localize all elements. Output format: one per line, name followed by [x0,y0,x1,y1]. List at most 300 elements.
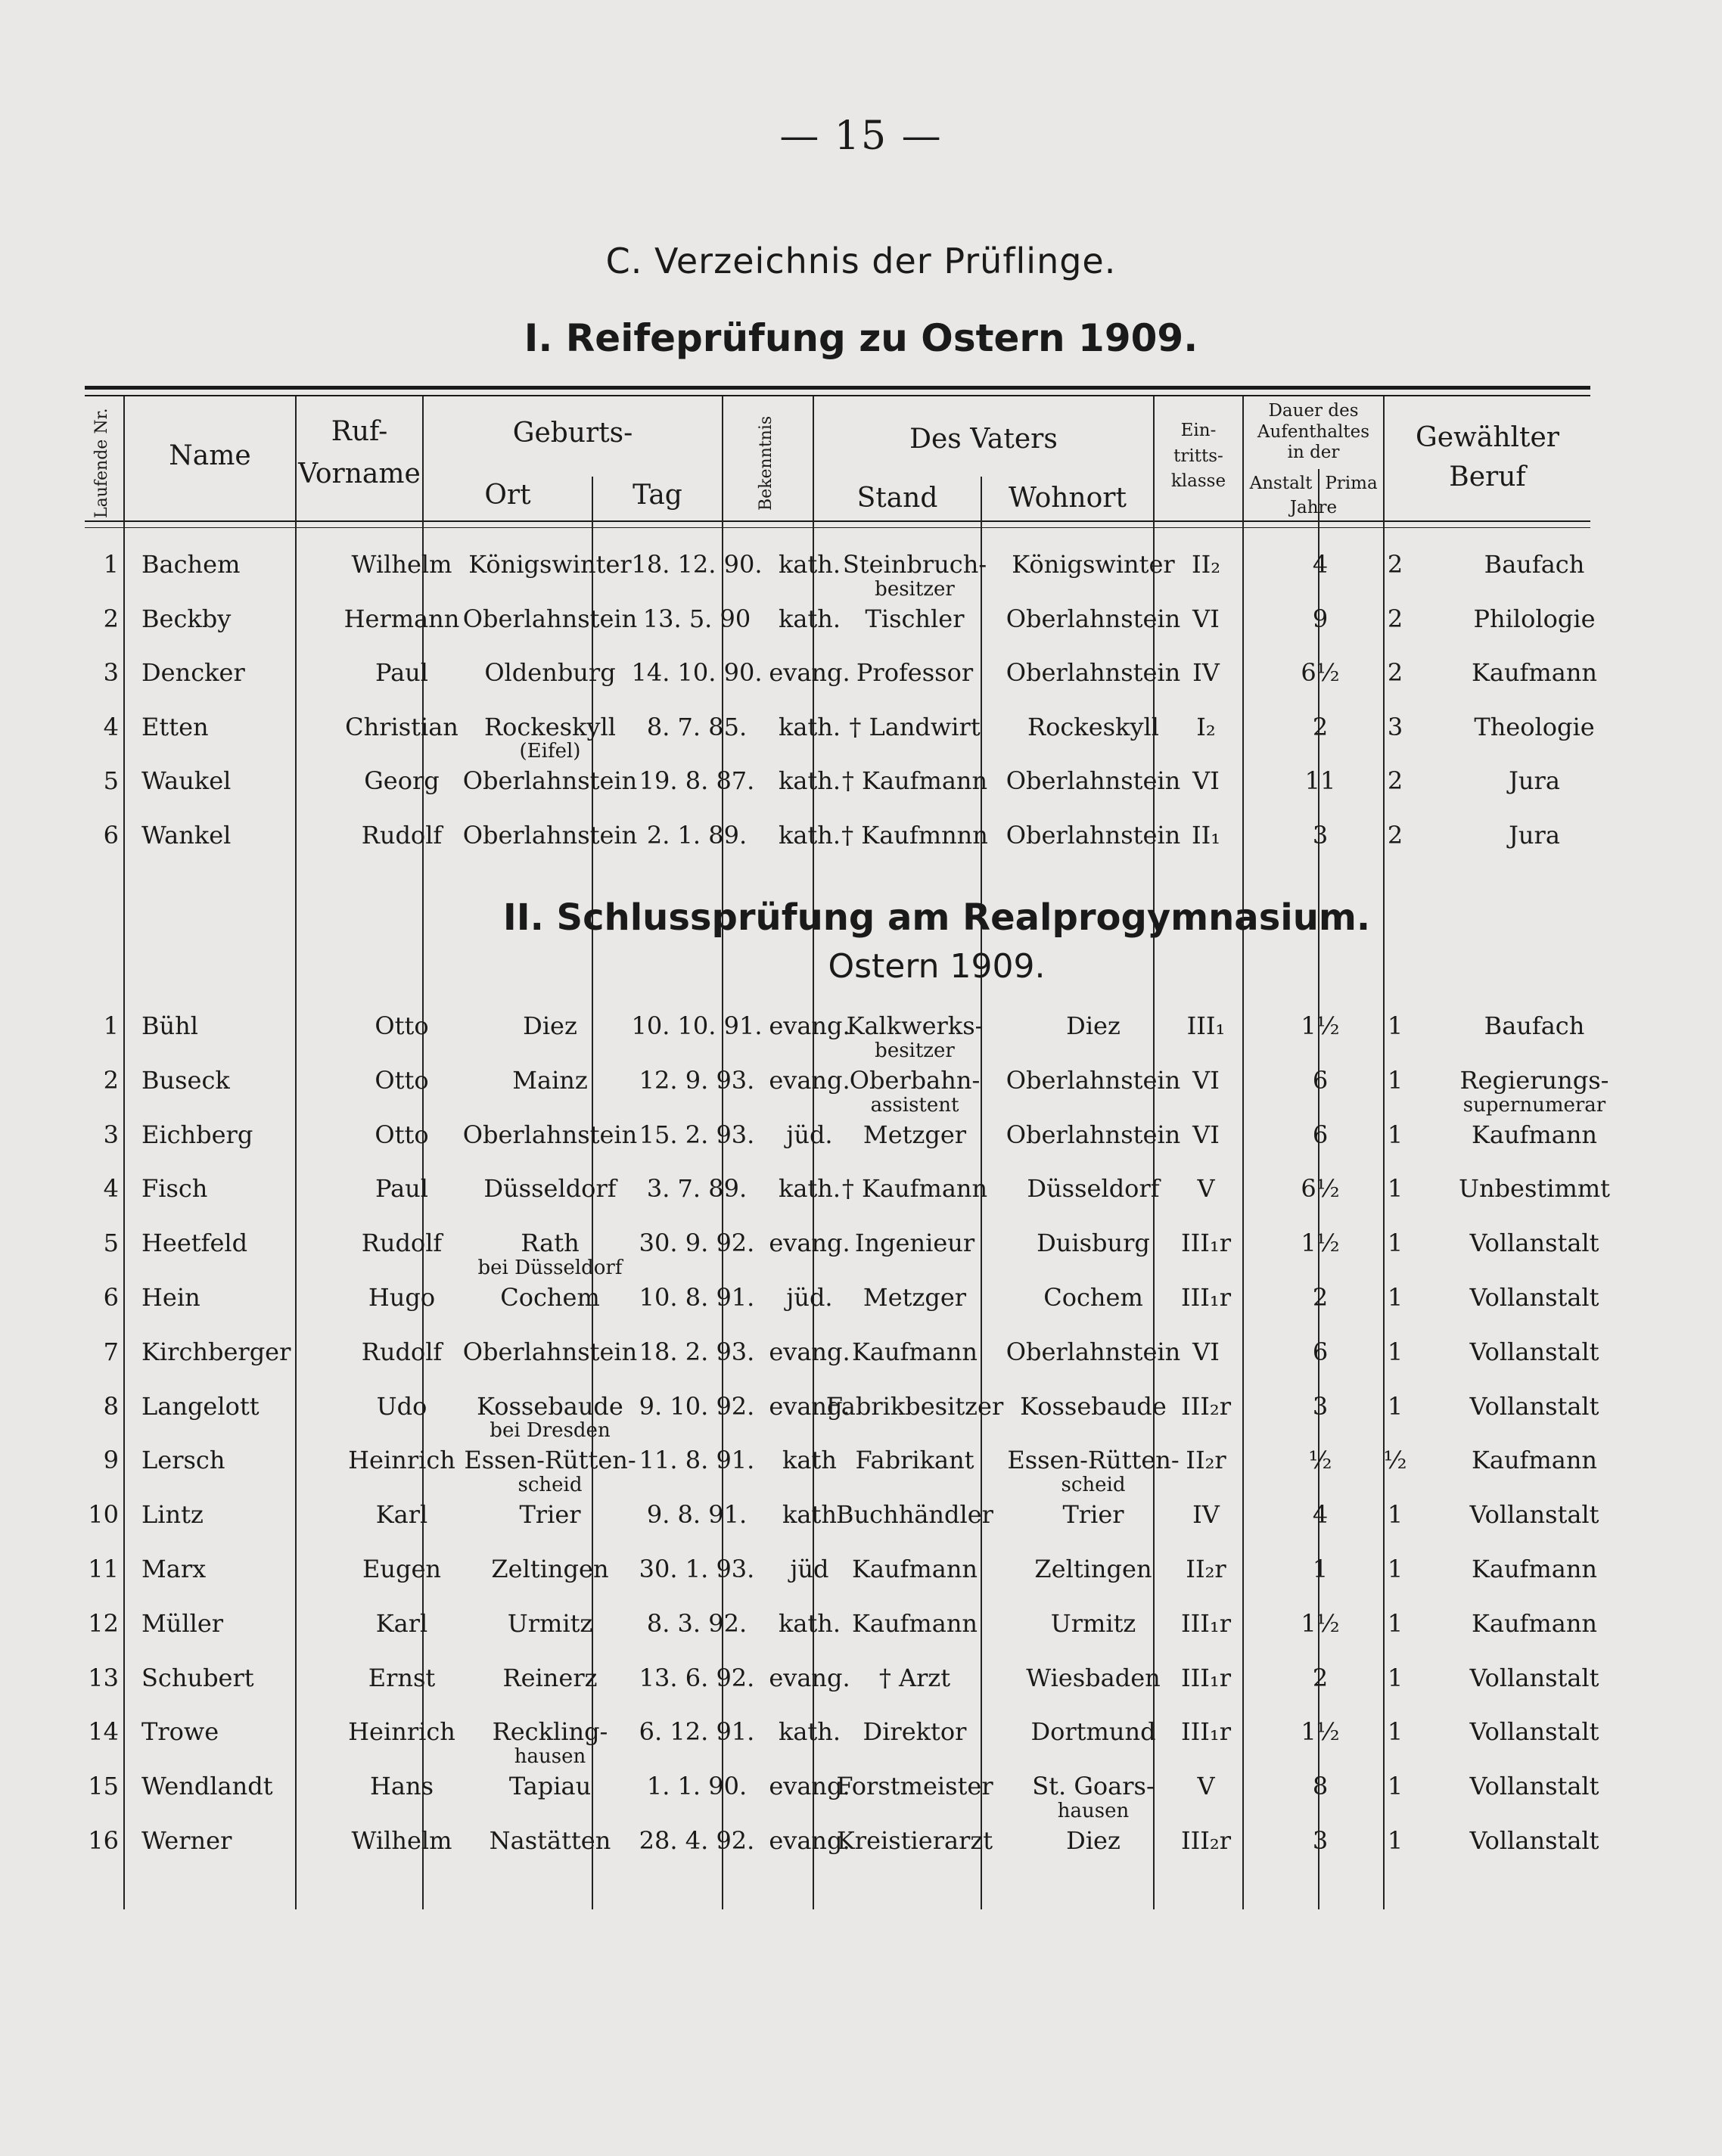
cell-name [141,551,293,579]
cell-name-text: Schubert [141,1663,254,1692]
cell-anst [1284,1446,1357,1474]
cell-ruf-text: Rudolf [361,820,443,850]
cell-stand-text: Ingenieur [854,1229,975,1258]
cell-anst-text: 6 [1312,1065,1329,1095]
cell-beruf-text: Kaufmann [1471,1120,1598,1149]
cell-ruf-text: Otto [375,1011,429,1040]
cell-nr-text: 16 [88,1826,119,1855]
cell-stand [816,1664,1014,1692]
cell-wohn-text: Oberlahnstein [1006,766,1181,795]
cell-anst-text: 2 [1312,1283,1329,1312]
cell-beruf-line2: supernumerar [1462,1093,1606,1117]
cell-name-text: Werner [141,1826,232,1855]
cell-beruf [1371,822,1698,850]
cell-prima-text: 1 [1387,1826,1403,1855]
header-eint-3: klasse [1170,471,1226,492]
cell-prima-text: 1 [1387,1772,1403,1801]
cell-nr [85,1067,119,1095]
cell-anst [1284,1718,1357,1746]
cell-eint-text: VI [1192,604,1220,633]
cell-stand-line2: assistent [870,1093,959,1117]
cell-bek-text: kath. [778,1608,841,1638]
cell-name [141,1175,293,1203]
header-rule-thin [85,527,1590,528]
table2-subheading: Ostern 1909. [828,947,1046,986]
cell-eint [1161,767,1251,795]
cell-prima-text: 2 [1387,658,1403,687]
cell-name [141,713,293,741]
cell-ruf-text: Otto [375,1120,429,1149]
cell-bek-text: evang. [769,1229,850,1258]
cell-stand [816,1772,1014,1800]
cell-beruf-text: Kaufmann [1471,1446,1598,1475]
cell-name-text: Fisch [141,1174,208,1204]
cell-bek-text: kath. [778,1174,841,1204]
cell-name [141,1067,293,1095]
cell-ort-text: Reckling- [492,1717,608,1747]
cell-wohn-text: Cochem [1043,1283,1143,1312]
cell-wohn-text: Trier [1062,1500,1124,1530]
cell-stand-text: † Kaufmnnn [841,820,988,850]
cell-eint-text: III₁r [1180,1283,1232,1312]
cell-ort-line2: bei Dresden [490,1419,611,1443]
cell-anst-text: 2 [1312,712,1329,741]
cell-stand-text: Forstmeister [836,1772,993,1801]
section-heading: C. Verzeichnis der Prüflinge. [605,241,1117,281]
cell-anst-text: 1½ [1301,1229,1340,1258]
cell-nr [85,605,119,633]
cell-wohn-line2: scheid [1061,1474,1126,1497]
cell-name-text: Bachem [141,550,241,579]
cell-stand [816,659,1014,687]
cell-ruf-text: Udo [376,1391,427,1421]
cell-beruf [1371,1338,1698,1366]
cell-name-text: Beckby [141,604,232,633]
cell-anst [1284,822,1357,850]
cell-eint [1161,1067,1251,1095]
cell-anst [1284,1338,1357,1366]
cell-anst-text: 1 [1312,1555,1329,1583]
header-dauer [1244,401,1383,464]
cell-name-text: Etten [141,712,209,741]
cell-nr-text: 4 [103,1174,119,1204]
cell-bek-text: jüd [790,1555,829,1583]
cell-nr-text: 5 [103,766,119,795]
cell-anst [1284,1555,1357,1583]
cell-prima-text: 2 [1387,820,1403,850]
cell-anst-text: 9 [1312,604,1329,633]
cell-eint-text: II₂r [1186,1446,1226,1475]
cell-eint-text: III₁ [1186,1011,1226,1040]
cell-beruf-text: Theologie [1474,712,1595,741]
cell-beruf [1371,1610,1698,1638]
cell-ort-line2: hausen [514,1745,586,1769]
cell-anst-text: 6 [1312,1120,1329,1149]
table2-heading: II. Schlussprüfung am Realprogymnasium. [502,896,1371,939]
cell-name-text: Kirchberger [141,1337,291,1366]
cell-tag-text: 9. 10. 92. [639,1391,755,1421]
cell-anst [1284,1827,1357,1855]
cell-nr-text: 1 [103,550,119,579]
cell-eint [1161,1664,1251,1692]
cell-anst [1284,713,1357,741]
cell-tag-text: 14. 10. 90. [631,658,763,687]
cell-name [141,1121,293,1149]
cell-stand [816,1012,1014,1063]
cell-bek-text: evang. [769,1826,850,1855]
cell-beruf [1371,605,1698,633]
cell-name [141,659,293,687]
cell-beruf [1371,1229,1698,1257]
cell-stand-text: Buchhändler [836,1500,993,1530]
cell-bek-text: jüd. [786,1283,833,1312]
cell-ruf-text: Paul [375,658,428,687]
top-rule [85,386,1590,390]
cell-stand [816,1501,1014,1529]
cell-name [141,1610,293,1638]
cell-eint [1161,551,1251,579]
header-laufende-nr: Laufende Nr. [92,408,111,518]
cell-stand-text: Tischler [865,604,965,633]
cell-nr [85,1338,119,1366]
cell-bek-text: kath. [778,604,841,633]
cell-stand [816,767,1014,795]
top-rule-thin [85,395,1590,396]
cell-beruf-text: Baufach [1484,550,1585,579]
cell-anst-text: 1½ [1301,1608,1340,1638]
cell-name-text: Bühl [141,1011,198,1040]
cell-anst [1284,1229,1357,1257]
cell-anst [1284,1501,1357,1529]
cell-wohn-text: Oberlahnstein [1006,820,1181,850]
cell-eint [1161,1718,1251,1746]
cell-name [141,1772,293,1800]
cell-prima-text: 1 [1387,1555,1403,1583]
cell-wohn-text: Oberlahnstein [1006,1120,1181,1149]
header-rule [85,520,1590,522]
cell-stand [816,1827,1014,1855]
cell-name [141,1827,293,1855]
cell-eint [1161,1555,1251,1583]
cell-ort-text: Reinerz [502,1663,598,1692]
cell-stand-text: Metzger [863,1120,967,1149]
cell-beruf [1371,1284,1698,1312]
cell-ort-line2: (Eifel) [519,740,581,763]
cell-anst-text: 2 [1312,1663,1329,1692]
cell-stand-text: Steinbruch- [842,550,987,579]
cell-bek-text: evang. [769,1065,850,1095]
header-beruf: Beruf [1449,461,1526,492]
cell-prima-text: 1 [1387,1663,1403,1692]
cell-name [141,1664,293,1692]
cell-nr [85,1284,119,1312]
cell-tag-text: 15. 2. 93. [639,1120,755,1149]
cell-wohn-line2: hausen [1057,1799,1130,1822]
cell-tag-text: 30. 1. 93. [639,1555,755,1583]
cell-ort-text: Kossebaude [477,1391,623,1421]
cell-stand-text: Fabrikant [855,1446,974,1475]
cell-stand-text: Fabrikbesitzer [825,1391,1004,1421]
cell-beruf-text: Vollanstalt [1469,1337,1599,1366]
cell-beruf [1371,1446,1698,1474]
cell-prima-text: 1 [1387,1120,1403,1149]
cell-anst-text: 1½ [1301,1011,1340,1040]
cell-beruf-text: Kaufmann [1471,658,1598,687]
cell-prima-text: 1 [1387,1174,1403,1204]
page-number: — 15 — [779,113,943,159]
cell-tag-text: 8. 7. 85. [646,712,748,741]
cell-ort-text: Cochem [500,1283,600,1312]
cell-ruf-text: Hermann [343,604,460,633]
cell-name-text: Heetfeld [141,1229,248,1258]
header-dauer-2: Aufenthaltes [1257,421,1370,442]
cell-name-text: Trowe [141,1717,219,1747]
cell-stand [816,1610,1014,1638]
cell-beruf-text: Vollanstalt [1469,1391,1599,1421]
cell-nr [85,1827,119,1855]
header-wohnort: Wohnort [1009,483,1127,514]
cell-eint-text: IV [1192,658,1220,687]
cell-prima-text: 1 [1387,1337,1403,1366]
cell-eint-text: III₂r [1180,1826,1232,1855]
cell-beruf-text: Unbestimmt [1458,1174,1611,1204]
cell-ort-text: Oberlahnstein [462,1120,638,1149]
cell-nr [85,1501,119,1529]
header-eint-1: Ein- [1180,421,1217,440]
cell-bek-text: kath. [778,820,841,850]
cell-bek-text: evang. [769,1663,850,1692]
cell-stand-text: † Landwirt [849,712,981,741]
cell-eint [1161,1610,1251,1638]
cell-eint-text: III₂r [1180,1391,1232,1421]
cell-ort-text: Mainz [512,1065,588,1095]
cell-beruf [1371,1121,1698,1149]
cell-anst [1284,1772,1357,1800]
cell-ruf-text: Paul [375,1174,428,1204]
cell-stand [816,605,1014,633]
cell-beruf [1371,1664,1698,1692]
cell-stand-line2: besitzer [875,577,955,601]
cell-bek-text: evang. [769,1011,850,1040]
cell-name [141,822,293,850]
cell-anst [1284,1610,1357,1638]
cell-wohn-text: Oberlahnstein [1006,604,1181,633]
cell-stand [816,1067,1014,1117]
cell-nr-text: 15 [88,1772,119,1801]
cell-name-text: Buseck [141,1065,230,1095]
cell-eint [1161,1284,1251,1312]
cell-eint [1161,1772,1251,1800]
cell-name-text: Wankel [141,820,232,850]
cell-bek-text: kath [782,1500,837,1530]
cell-tag-text: 6. 12. 91. [639,1717,755,1747]
cell-beruf [1371,1827,1698,1855]
cell-nr [85,1121,119,1149]
cell-stand [816,822,1014,850]
cell-name [141,1446,293,1474]
cell-nr-text: 5 [103,1229,119,1258]
cell-eint-text: V [1197,1174,1215,1204]
cell-tag-text: 12. 9. 93. [639,1065,755,1095]
col-divider [123,396,125,1909]
cell-nr [85,767,119,795]
cell-eint [1161,1501,1251,1529]
cell-beruf [1371,1012,1698,1040]
cell-ruf-text: Heinrich [348,1717,455,1747]
cell-nr-text: 2 [103,1065,119,1095]
cell-wohn-text: Düsseldorf [1027,1174,1160,1204]
cell-bek-text: jüd. [786,1120,833,1149]
cell-anst-text: 4 [1312,1500,1329,1530]
cell-beruf [1371,1175,1698,1203]
header-prima: Prima [1325,474,1378,493]
header-jahre: Jahre [1289,498,1338,517]
cell-stand-text: Kreistierarzt [836,1826,993,1855]
cell-stand [816,1284,1014,1312]
cell-eint-text: IV [1192,1500,1220,1530]
cell-eint [1161,605,1251,633]
cell-nr [85,551,119,579]
cell-beruf [1371,659,1698,687]
cell-eint-text: II₁ [1191,820,1221,850]
cell-beruf-text: Philologie [1473,604,1596,633]
cell-name [141,1338,293,1366]
cell-stand [816,1338,1014,1366]
cell-stand-text: Direktor [863,1717,967,1747]
cell-ort-text: Tapiau [508,1772,592,1801]
cell-wohn-text: Dortmund [1030,1717,1156,1747]
cell-eint [1161,659,1251,687]
cell-anst [1284,1393,1357,1421]
cell-beruf [1371,1393,1698,1421]
cell-nr-text: 4 [103,712,119,741]
cell-prima-text: 1 [1387,1283,1403,1312]
cell-ort-text: Nastätten [489,1826,611,1855]
cell-stand [816,1446,1014,1474]
table1-heading: I. Reifeprüfung zu Ostern 1909. [524,316,1198,360]
cell-tag-text: 9. 8. 91. [646,1500,748,1530]
cell-stand-text: † Kaufmann [841,766,988,795]
cell-beruf [1371,1501,1698,1529]
cell-bek-text: kath [782,1446,837,1475]
cell-nr-text: 9 [103,1446,119,1475]
header-anstalt: Anstalt [1249,474,1313,493]
header-name: Name [169,440,251,471]
cell-stand-text: Kaufmann [851,1555,978,1583]
cell-anst [1284,659,1357,687]
cell-nr [85,1772,119,1800]
header-gewaehlter: Gewählter [1415,422,1560,453]
cell-tag-text: 13. 6. 92. [639,1663,755,1692]
cell-beruf-text: Regierungs- [1459,1065,1609,1095]
cell-nr [85,1718,119,1746]
cell-nr-text: 6 [103,1283,119,1312]
cell-beruf [1371,1555,1698,1583]
cell-name [141,1393,293,1421]
cell-tag-text: 30. 9. 92. [639,1229,755,1258]
cell-eint-text: III₁r [1180,1663,1232,1692]
cell-name [141,605,293,633]
header-dauer-3: in der [1287,443,1340,463]
cell-beruf-text: Kaufmann [1471,1608,1598,1638]
cell-ort-text: Oberlahnstein [462,1337,638,1366]
cell-stand-text: Metzger [863,1283,967,1312]
cell-nr [85,659,119,687]
cell-anst [1284,1284,1357,1312]
cell-anst-text: 3 [1312,1826,1329,1855]
cell-prima-text: 1 [1387,1500,1403,1530]
cell-nr [85,1393,119,1421]
cell-eint [1161,713,1251,741]
cell-beruf [1371,767,1698,795]
cell-nr-text: 2 [103,604,119,633]
cell-stand [816,1555,1014,1583]
cell-wohn-text: Duisburg [1037,1229,1150,1258]
cell-stand-text: Kaufmann [851,1337,978,1366]
cell-prima-text: 3 [1387,712,1403,741]
cell-anst-text: 4 [1312,550,1329,579]
cell-stand-line2: besitzer [875,1039,955,1062]
cell-nr [85,713,119,741]
cell-eint [1161,1446,1251,1474]
cell-eint [1161,1338,1251,1366]
cell-anst-text: 1½ [1301,1717,1340,1747]
cell-bek-text: evang. [769,1337,850,1366]
cell-prima-text: 2 [1387,550,1403,579]
cell-stand-text: † Kaufmann [841,1174,988,1204]
cell-ort-text: Essen-Rütten- [464,1446,636,1475]
cell-wohn-text: Wiesbaden [1026,1663,1161,1692]
cell-tag-text: 18. 12. 90. [631,550,763,579]
cell-ruf-text: Ernst [368,1663,436,1692]
cell-name-text: Lersch [141,1446,225,1475]
cell-ort-text: Oldenburg [484,658,616,687]
cell-eint-text: V [1197,1772,1215,1801]
cell-beruf-text: Vollanstalt [1469,1717,1599,1747]
cell-anst [1284,1067,1357,1095]
cell-ruf-text: Eugen [362,1555,441,1583]
cell-tag-text: 18. 2. 93. [639,1337,755,1366]
cell-beruf-text: Jura [1509,766,1560,795]
cell-name-text: Langelott [141,1391,260,1421]
cell-anst-text: 6 [1312,1337,1329,1366]
cell-ruf-text: Georg [364,766,440,795]
cell-ruf-text: Otto [375,1065,429,1095]
cell-nr-text: 7 [103,1337,119,1366]
cell-beruf-text: Vollanstalt [1469,1772,1599,1801]
cell-beruf-text: Vollanstalt [1469,1500,1599,1530]
cell-beruf-text: Vollanstalt [1469,1663,1599,1692]
cell-wohn-text: Essen-Rütten- [1007,1446,1180,1475]
cell-name [141,1229,293,1257]
cell-anst [1284,767,1357,795]
cell-name [141,1718,293,1746]
cell-beruf-text: Baufach [1484,1011,1585,1040]
cell-ort-text: Zeltingen [491,1555,609,1583]
cell-anst [1284,1121,1357,1149]
cell-nr [85,1012,119,1040]
cell-name [141,1012,293,1040]
cell-anst-text: 6½ [1301,1174,1340,1204]
cell-nr [85,1175,119,1203]
cell-name-text: Marx [141,1555,207,1583]
cell-eint-text: I₂ [1196,712,1216,741]
cell-bek-text: kath. [778,1717,841,1747]
cell-tag-text: 2. 1. 89. [646,820,748,850]
cell-eint-text: II₂r [1186,1555,1226,1583]
cell-ruf-text: Rudolf [361,1337,443,1366]
cell-eint-text: III₁r [1180,1717,1232,1747]
